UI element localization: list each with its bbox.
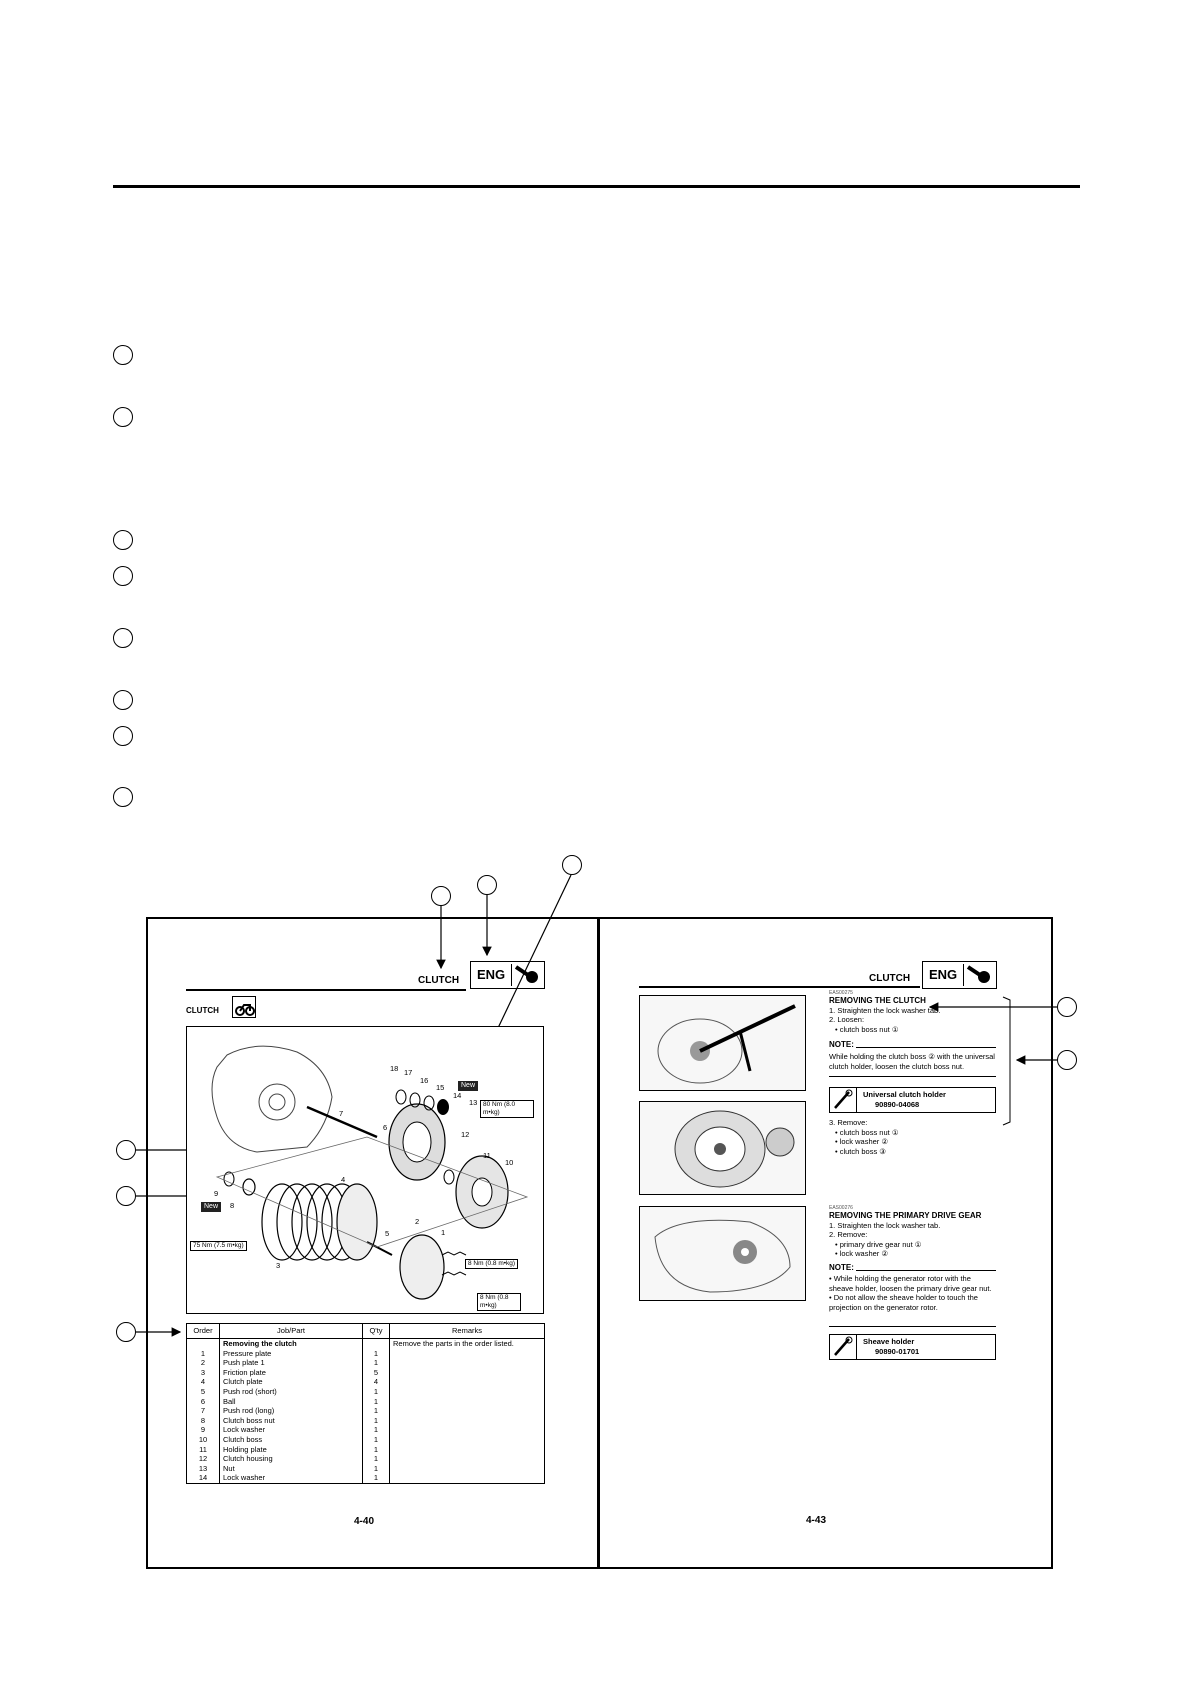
torque-spec: 8 Nm (0.8 m•kg) <box>465 1259 518 1269</box>
table-row <box>187 1377 545 1387</box>
part-number: 3 <box>276 1261 281 1270</box>
row-order: 1 <box>187 1349 220 1359</box>
row-qty: 1 <box>363 1473 390 1483</box>
row-order: 2 <box>187 1358 220 1368</box>
section-code: EAS00276 <box>829 1205 853 1211</box>
note-text: While holding the clutch boss ② with the universal clutch holder, loosen the clutch boss nut. <box>829 1052 995 1071</box>
step: • primary drive gear nut ① <box>835 1239 922 1249</box>
row-order: 12 <box>187 1454 220 1464</box>
clutch-parts-illustration <box>187 1027 545 1315</box>
part-number: 8 <box>230 1201 235 1210</box>
row-part: Holding plate <box>220 1445 363 1455</box>
table-row <box>187 1349 545 1359</box>
row-remarks <box>390 1349 545 1359</box>
part-number: 13 <box>469 1098 478 1107</box>
wrench-icon <box>830 1088 857 1112</box>
row-order: 13 <box>187 1464 220 1474</box>
left-header-rule <box>186 989 466 991</box>
step: • clutch boss ③ <box>835 1146 887 1156</box>
new-tag: New <box>201 1202 221 1212</box>
step: • lock washer ② <box>835 1137 889 1146</box>
section-title: REMOVING THE PRIMARY DRIVE GEAR <box>829 1211 982 1220</box>
note-label: NOTE: <box>829 1263 854 1272</box>
left-header-title: CLUTCH <box>418 975 460 986</box>
row-qty: 4 <box>363 1377 390 1387</box>
step: • lock washer ② <box>835 1249 889 1258</box>
table-row <box>187 1454 545 1464</box>
table-row <box>187 1473 545 1483</box>
removing-clutch-section <box>829 996 997 1034</box>
note-item: • While holding the generator rotor with the sheave holder, loosen the primary drive gear nut. <box>829 1274 992 1293</box>
part-number: 16 <box>420 1076 429 1085</box>
wrench-icon <box>830 1335 857 1359</box>
row-order: 14 <box>187 1473 220 1483</box>
row-qty: 1 <box>363 1445 390 1455</box>
row-order: 8 <box>187 1416 220 1426</box>
row-part: Friction plate <box>220 1368 363 1378</box>
col-header-qty: Q'ty <box>363 1324 390 1339</box>
parts-table <box>186 1323 545 1484</box>
row-part: Nut <box>220 1464 363 1474</box>
col-header-order: Order <box>187 1324 220 1339</box>
row-qty: 1 <box>363 1349 390 1359</box>
step: 3. Remove: <box>829 1118 868 1127</box>
table-group-row <box>187 1339 545 1349</box>
row-remarks <box>390 1464 545 1474</box>
row-remarks <box>390 1397 545 1407</box>
tool-part-number: 90890-04068 <box>875 1100 920 1109</box>
row-part: Push plate 1 <box>220 1358 363 1368</box>
group-title: Removing the clutch <box>220 1339 363 1349</box>
row-remarks <box>390 1454 545 1464</box>
row-qty: 1 <box>363 1397 390 1407</box>
motorcycle-icon <box>232 996 256 1018</box>
row-remarks <box>390 1368 545 1378</box>
page-divider <box>597 919 600 1567</box>
row-part: Clutch boss <box>220 1435 363 1445</box>
part-number: 18 <box>390 1064 399 1073</box>
row-remarks <box>390 1435 545 1445</box>
note-item: • Do not allow the sheave holder to touch the projection on the generator rotor. <box>829 1293 978 1312</box>
photo-remove-clutch-boss <box>639 1101 806 1195</box>
row-remarks <box>390 1473 545 1483</box>
row-qty: 5 <box>363 1368 390 1378</box>
col-header-remarks: Remarks <box>390 1324 545 1339</box>
new-tag: New <box>458 1081 478 1091</box>
part-number: 7 <box>339 1109 344 1118</box>
group-remark: Remove the parts in the order listed. <box>390 1339 545 1349</box>
row-order: 9 <box>187 1425 220 1435</box>
row-remarks <box>390 1387 545 1397</box>
table-row <box>187 1416 545 1426</box>
tool-part-number: 90890-01701 <box>875 1347 920 1356</box>
row-part: Push rod (short) <box>220 1387 363 1397</box>
clutch-exploded-diagram <box>186 1026 544 1314</box>
row-part: Ball <box>220 1397 363 1407</box>
left-section-title: CLUTCH <box>186 1006 219 1015</box>
row-qty: 1 <box>363 1454 390 1464</box>
torque-spec: 75 Nm (7.5 m•kg) <box>190 1241 247 1251</box>
row-remarks <box>390 1377 545 1387</box>
torque-spec: 80 Nm (8.0 m•kg) <box>480 1100 534 1118</box>
row-qty: 1 <box>363 1387 390 1397</box>
part-number: 17 <box>404 1068 413 1077</box>
torque-spec: 8 Nm (0.8 m•kg) <box>477 1293 521 1311</box>
photo-loosen-clutch-boss-nut <box>639 995 806 1091</box>
col-header-part: Job/Part <box>220 1324 363 1339</box>
row-qty: 1 <box>363 1425 390 1435</box>
part-number: 12 <box>461 1130 470 1139</box>
part-number: 11 <box>483 1151 491 1160</box>
left-page-number: 4-40 <box>354 1516 375 1527</box>
row-order: 5 <box>187 1387 220 1397</box>
part-number: 1 <box>441 1228 446 1237</box>
left-eng-box <box>470 961 545 989</box>
table-row <box>187 1387 545 1397</box>
row-qty: 1 <box>363 1416 390 1426</box>
special-tool-box <box>829 1087 996 1113</box>
table-header-row <box>187 1324 545 1339</box>
primary-drive-gear-section <box>829 1211 997 1259</box>
part-number: 9 <box>214 1189 219 1198</box>
table-row <box>187 1425 545 1435</box>
row-remarks <box>390 1416 545 1426</box>
table-row <box>187 1406 545 1416</box>
note-end-rule <box>829 1326 996 1327</box>
section-title: REMOVING THE CLUTCH <box>829 996 926 1005</box>
row-part: Clutch boss nut <box>220 1416 363 1426</box>
row-qty: 1 <box>363 1464 390 1474</box>
row-order: 10 <box>187 1435 220 1445</box>
table-row <box>187 1464 545 1474</box>
table-row <box>187 1397 545 1407</box>
step: 1. Straighten the lock washer tab. <box>829 1005 941 1015</box>
engine-wrench-icon <box>511 964 542 986</box>
remove-steps <box>829 1118 997 1156</box>
row-remarks <box>390 1406 545 1416</box>
right-header-rule <box>639 986 920 988</box>
row-remarks <box>390 1445 545 1455</box>
photo-primary-drive-gear <box>639 1206 806 1301</box>
part-number: 10 <box>505 1158 514 1167</box>
row-qty: 1 <box>363 1358 390 1368</box>
row-order: 6 <box>187 1397 220 1407</box>
right-page-number: 4-43 <box>806 1515 827 1526</box>
row-part: Clutch plate <box>220 1377 363 1387</box>
table-row <box>187 1358 545 1368</box>
row-order: 7 <box>187 1406 220 1416</box>
note-list <box>829 1274 997 1312</box>
note-rule <box>856 1270 996 1271</box>
part-number: 14 <box>453 1091 462 1100</box>
eng-label: ENG <box>929 967 958 982</box>
part-number: 6 <box>383 1123 388 1132</box>
row-part: Lock washer <box>220 1473 363 1483</box>
special-tool-box <box>829 1334 996 1360</box>
note-end-rule <box>829 1076 996 1077</box>
part-number: 2 <box>415 1217 420 1226</box>
row-part: Clutch housing <box>220 1454 363 1464</box>
right-header-title: CLUTCH <box>869 973 911 984</box>
row-qty: 1 <box>363 1406 390 1416</box>
part-number: 4 <box>341 1175 346 1184</box>
section-code: EAS00275 <box>829 990 853 996</box>
step: 1. Straighten the lock washer tab. <box>829 1220 941 1230</box>
right-eng-box <box>922 961 997 989</box>
row-remarks <box>390 1358 545 1368</box>
engine-wrench-icon <box>963 964 994 986</box>
row-order: 11 <box>187 1445 220 1455</box>
table-row <box>187 1368 545 1378</box>
table-row <box>187 1435 545 1445</box>
step: • clutch boss nut ① <box>835 1024 899 1034</box>
row-qty: 1 <box>363 1435 390 1445</box>
table-row <box>187 1445 545 1455</box>
eng-label: ENG <box>477 967 506 982</box>
step: • clutch boss nut ① <box>835 1127 899 1137</box>
row-part: Pressure plate <box>220 1349 363 1359</box>
part-number: 15 <box>436 1083 445 1092</box>
row-order: 4 <box>187 1377 220 1387</box>
row-part: Lock washer <box>220 1425 363 1435</box>
tool-name: Universal clutch holder <box>863 1090 946 1099</box>
row-part: Push rod (long) <box>220 1406 363 1416</box>
row-order: 3 <box>187 1368 220 1378</box>
note-rule <box>856 1047 996 1048</box>
note-label: NOTE: <box>829 1040 854 1049</box>
part-number: 5 <box>385 1229 390 1238</box>
step: 2. Remove: <box>829 1230 868 1239</box>
tool-name: Sheave holder <box>863 1337 915 1346</box>
step: 2. Loosen: <box>829 1015 865 1024</box>
row-remarks <box>390 1425 545 1435</box>
